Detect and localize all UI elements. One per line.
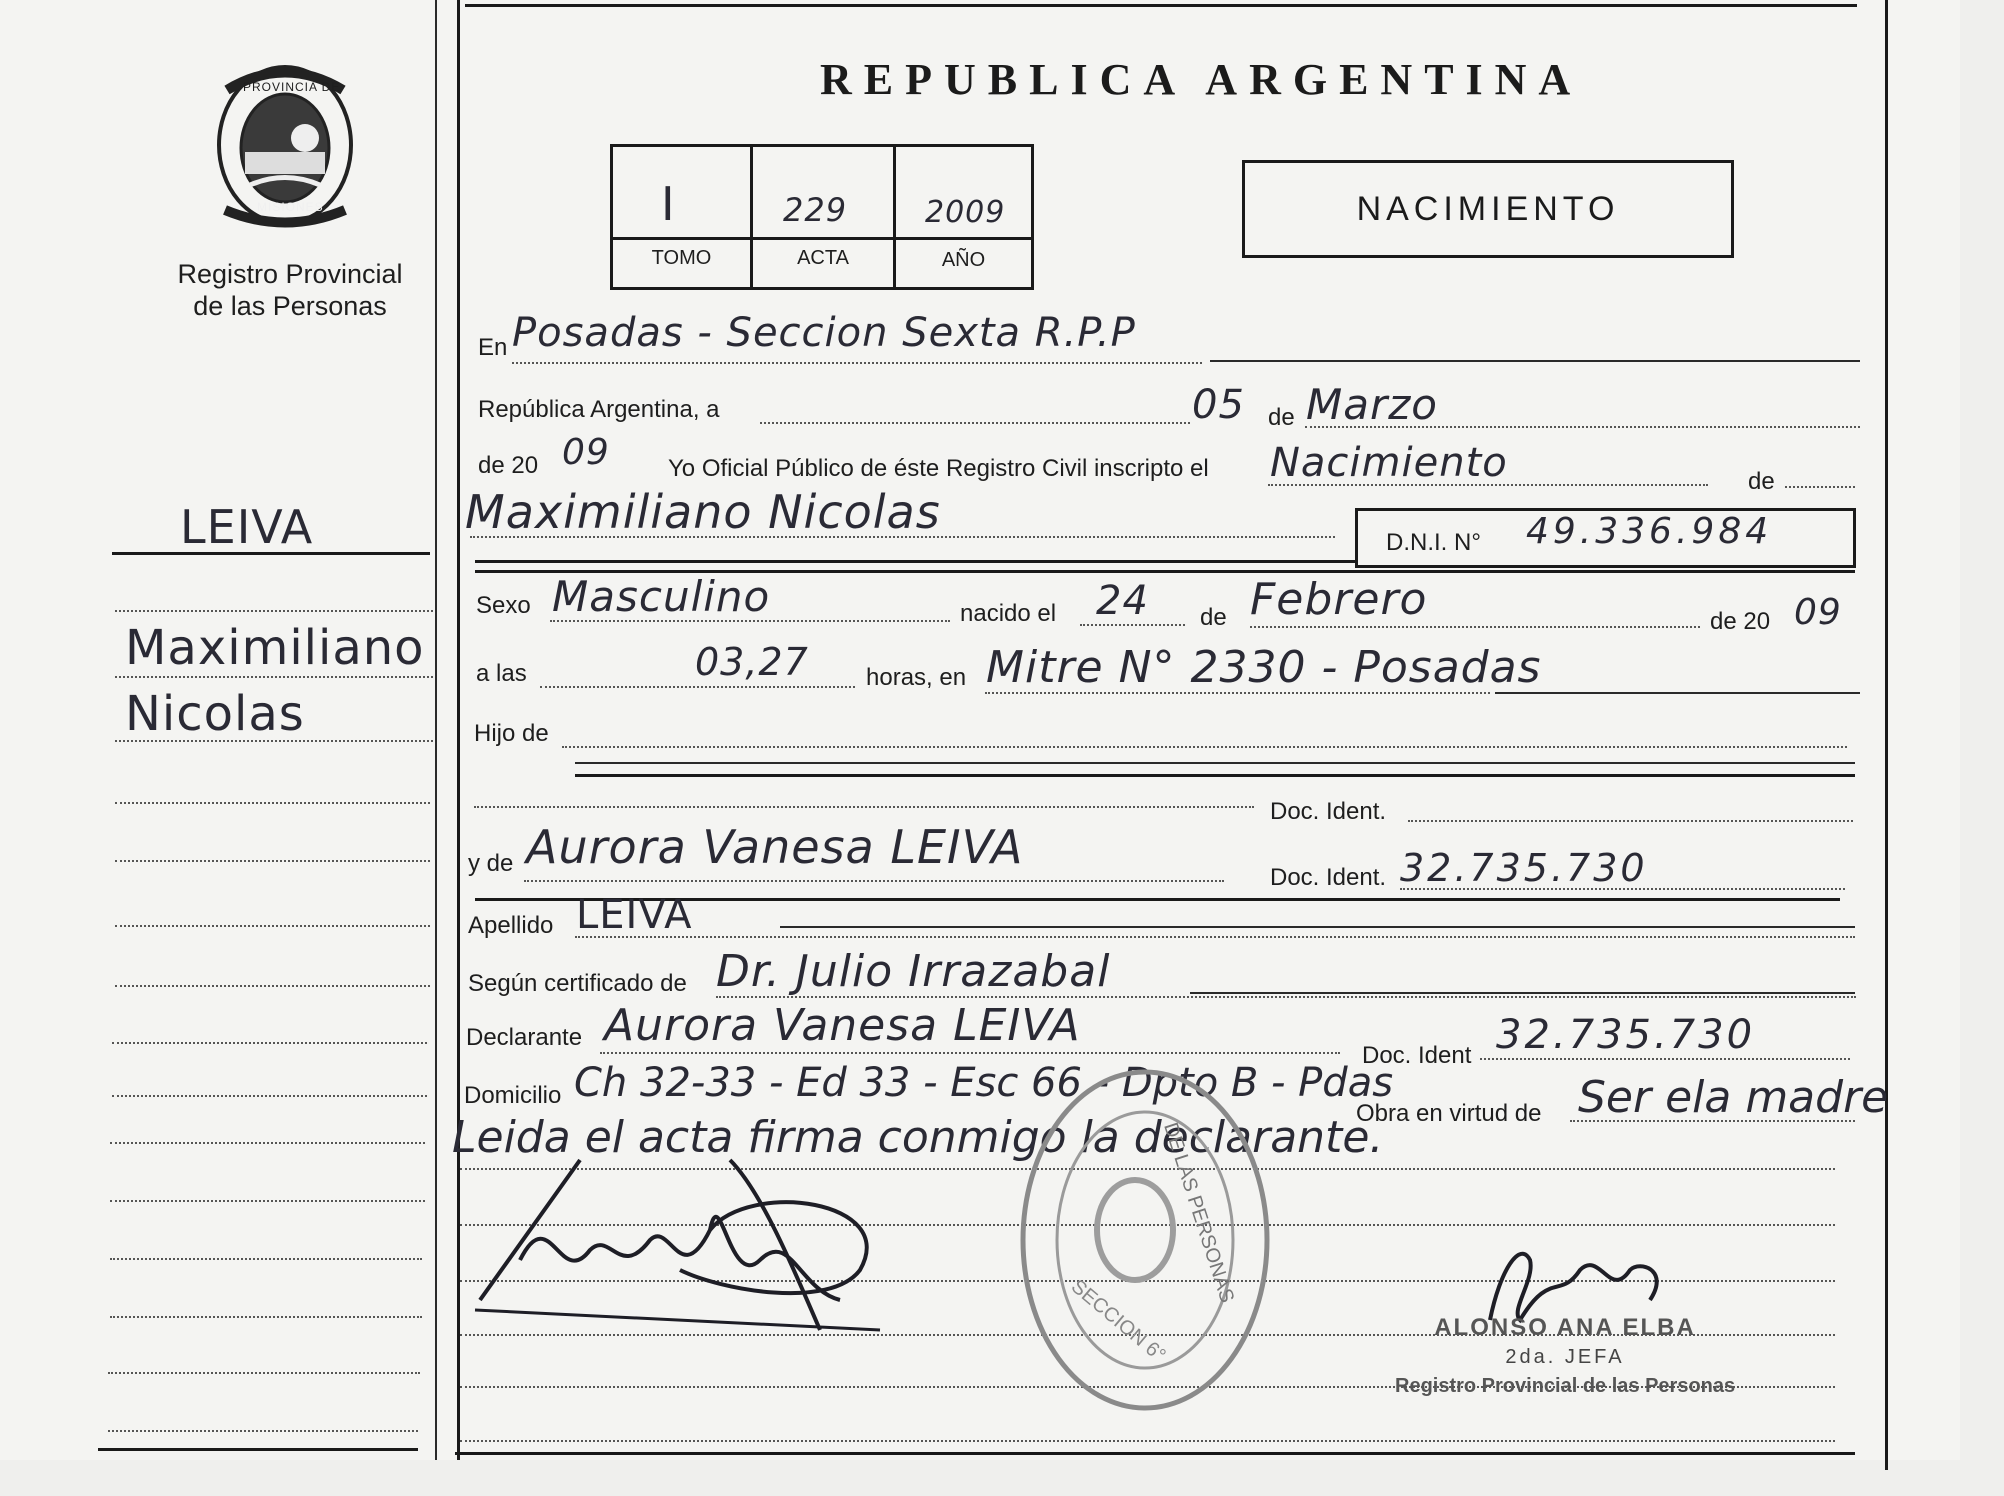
domicilio-value: Ch 32-33 - Ed 33 - Esc 66 - Dpto B - Pdas [574,1060,1394,1106]
seal-text-section: SECCION 6° [1066,1275,1170,1367]
doc-ident-label-3: Doc. Ident [1362,1042,1472,1069]
obra-label: Obra en virtud de [1356,1100,1542,1127]
nacido-label: nacido el [960,600,1057,627]
birth-de-label: de [1200,604,1227,631]
domicilio-label: Domicilio [464,1082,562,1109]
declarante-value: Aurora Vanesa LEIVA [604,1000,1081,1051]
side-surname: LEIVA [180,500,314,554]
tomo-label: TOMO [651,247,712,269]
acta-value: 229 [783,191,848,229]
certificado-label: Según certificado de [468,970,687,997]
side-surname-line [112,552,430,555]
mother-doc-value: 32.735.730 [1400,846,1648,890]
birth-year-suffix-value: 09 [1794,592,1842,633]
remark-value: Leida el acta firma conmigo la declarante. [452,1112,1384,1163]
side-given-name-1: Maximiliano [125,620,425,676]
top-border [465,4,1857,7]
dni-box [1355,508,1856,568]
obra-value: Ser ela madre [1578,1072,1889,1123]
country-title: REPUBLICA ARGENTINA [820,55,1583,104]
full-name-value: Maximiliano Nicolas [465,485,941,539]
ano-value: 2009 [925,195,1006,230]
ano-label: AÑO [941,249,986,271]
margin-divider-inner [435,0,437,1460]
registry-name: Registro Provincial de las Personas [177,259,403,321]
misiones-emblem [205,60,365,230]
en-label: En [478,334,508,361]
declarant-signature [460,1140,920,1340]
birth-de20-label: de 20 [1710,608,1771,635]
document-type-box: NACIMIENTO [1242,160,1734,258]
hijo-label: Hijo de [474,720,549,747]
certificado-value: Dr. Julio Irrazabal [716,946,1111,997]
year-suffix-value: 09 [562,432,610,473]
tomo-value: I [661,177,676,231]
horas-label: horas, en [866,664,967,691]
month-value: Marzo [1306,380,1438,429]
right-border [1885,0,1888,1470]
place-value: Posadas - Seccion Sexta R.P.P [512,310,1136,356]
de-label: de [1268,404,1295,431]
alas-label: a las [476,660,527,687]
de-end-label: de [1748,468,1775,495]
mother-value: Aurora Vanesa LEIVA [526,820,1024,874]
apellido-value: LEIVA [576,892,693,938]
record-box [610,144,1034,290]
declarante-doc-value: 32.735.730 [1496,1012,1756,1058]
dni-label: D.N.I. N° [1386,529,1481,556]
apellido-label: Apellido [468,912,554,939]
de20-label: de 20 [478,452,539,479]
inscription-type-value: Nacimiento [1270,440,1508,486]
declarante-label: Declarante [466,1024,583,1051]
acta-label: ACTA [797,247,849,269]
birth-place-value: Mitre N° 2330 - Posadas [986,642,1542,693]
doc-ident-label-1: Doc. Ident. [1270,798,1387,825]
official-role: 2da. JEFA [1505,1346,1625,1368]
sexo-label: Sexo [476,592,531,619]
side-given-name-2: Nicolas [125,686,305,742]
day-value: 05 [1192,382,1245,428]
official-stamp [1395,1314,1735,1398]
time-value: 03,27 [695,640,809,684]
oficial-label: Yo Oficial Público de éste Registro Civil inscripto el [668,455,1209,482]
yde-label: y de [468,850,514,877]
sex-value: Masculino [552,572,771,621]
dni-value: 49.336.984 [1526,511,1773,552]
birth-day-value: 24 [1096,578,1149,624]
birth-month-value: Febrero [1250,574,1428,625]
official-name: ALONSO ANA ELBA [1434,1314,1696,1341]
emblem-text-bottom: MISIONES [257,200,324,214]
emblem-text-top: PROVINCIA DE [243,80,341,94]
official-office: Registro Provincial de las Personas [1395,1375,1736,1397]
seal-text-outer: DE LAS PERSONAS [1159,1120,1239,1306]
registry-seal [1010,1060,1280,1420]
republica-label: República Argentina, a [478,396,720,423]
doc-ident-label-2: Doc. Ident. [1270,864,1387,891]
